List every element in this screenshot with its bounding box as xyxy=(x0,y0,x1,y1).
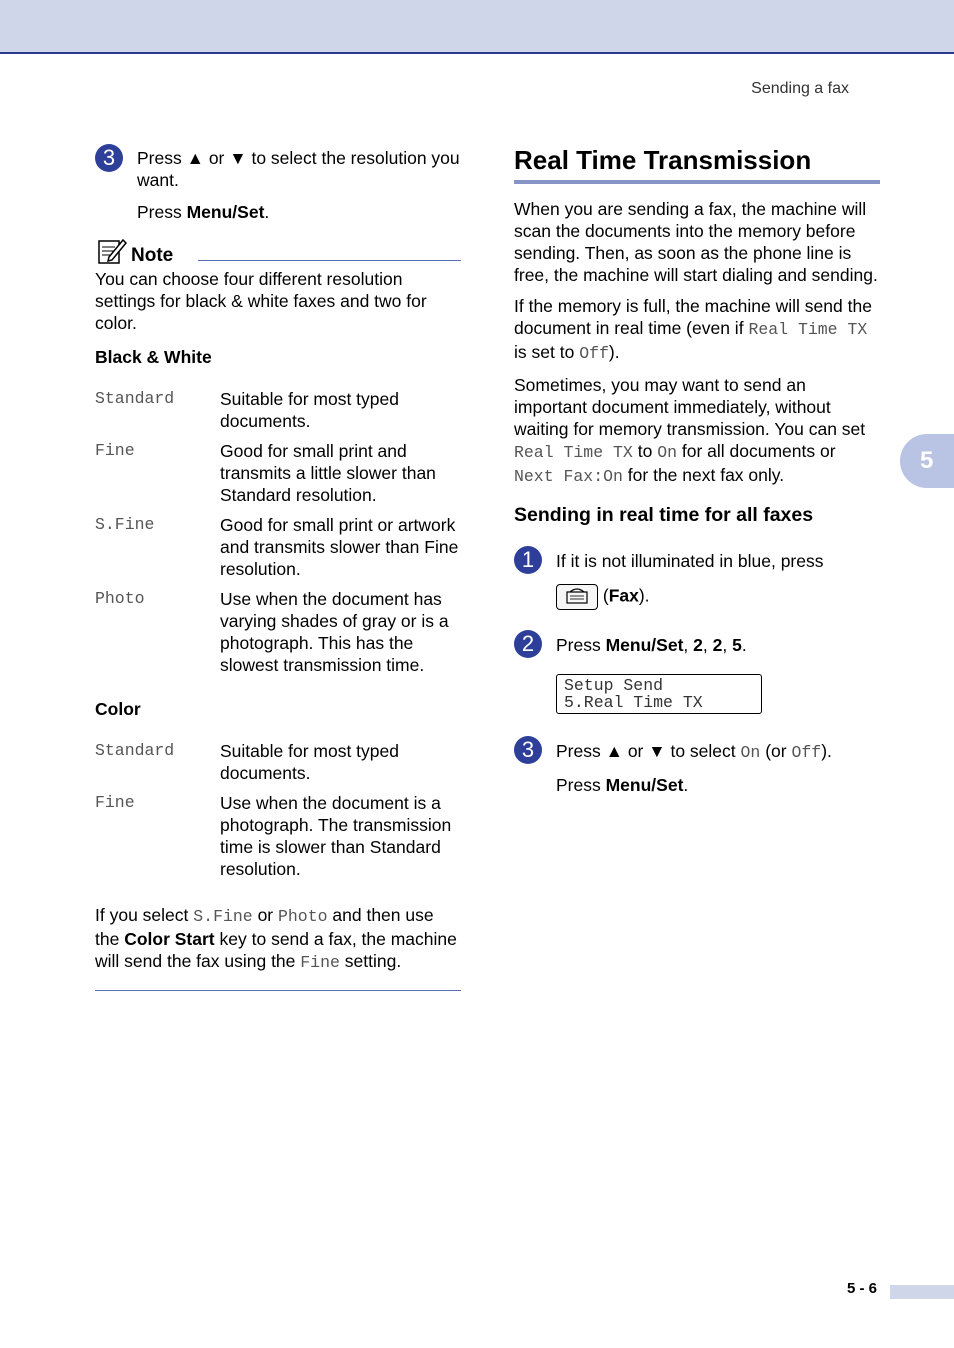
note-pencil-icon xyxy=(97,237,127,265)
step-number-2: 2 xyxy=(514,630,542,658)
down-arrow-icon: ▼ xyxy=(648,741,666,761)
lcd-display xyxy=(556,674,762,714)
step-3-press: Press Menu/Set. xyxy=(556,775,689,795)
step-2-text: Press Menu/Set, 2, 2, 5. xyxy=(556,635,747,655)
page-number: 5 - 6 xyxy=(847,1280,878,1297)
paragraph-1: When you are sending a fax, the machine will scan the documents into the memory before sending. Then, as soon as the phone line is free, the machine will start dialing and sending. xyxy=(514,199,878,285)
step-3-press: Press Menu/Set. xyxy=(137,202,270,222)
up-arrow-icon: ▲ xyxy=(605,741,623,761)
step-1-text: If it is not illuminated in blue, press xyxy=(556,551,824,571)
paragraph-3: Sometimes, you may want to send an important document immediately, without waiting for memory transmission. You can set Real Time TX to On for all documents or Next Fax:On for the next fax only. xyxy=(514,375,866,486)
table-row: Standard Suitable for most typed documents. xyxy=(95,389,399,431)
step-number-3: 3 xyxy=(514,736,542,764)
page-title: Real Time Transmission xyxy=(514,144,880,184)
lcd-line-1: Setup Send xyxy=(564,676,664,695)
table-row: Fine Good for small print and transmits a little slower than Standard resolution. xyxy=(95,441,436,505)
running-header: Sending a fax xyxy=(751,80,849,97)
footer-bar xyxy=(890,1285,954,1299)
table-row: S.Fine Good for small print or artwork and transmits slower than Fine resolution. xyxy=(95,515,459,579)
step-3-text: Press ▲ or ▼ to select the resolution you want. xyxy=(137,148,460,190)
table-row: Photo Use when the document has varying shades of gray or is a photograph. This has the slowest transmission time. xyxy=(95,589,449,675)
right-step-3 xyxy=(514,736,880,796)
color-resolution-table xyxy=(95,740,461,888)
fax-icon xyxy=(557,585,596,608)
fax-key-button[interactable] xyxy=(556,584,598,610)
step-number-3: 3 xyxy=(95,144,123,172)
note-label: Note xyxy=(131,245,174,266)
right-step-1 xyxy=(514,546,880,610)
left-step-3 xyxy=(95,144,461,223)
paragraph-2: If the memory is full, the machine will send the document in real time (even if Real Time TX is set to Off). xyxy=(514,296,872,363)
table-row: Fine Use when the document is a photograph. The transmission time is slower than Standard resolution. xyxy=(95,793,452,879)
note-end-divider xyxy=(95,990,461,991)
section-subheading: Sending in real time for all faxes xyxy=(514,504,814,526)
bw-heading: Black & White xyxy=(95,347,212,367)
note-tail: If you select S.Fine or Photo and then use the Color Start key to send a fax, the machine will send the fax using the Fine setting. xyxy=(95,905,457,972)
chapter-tab: 5 xyxy=(900,434,954,488)
step-3-select: Press ▲ or ▼ to select On (or Off). xyxy=(556,741,832,762)
up-arrow-icon: ▲ xyxy=(186,148,204,168)
left-column xyxy=(95,144,461,991)
top-banner xyxy=(0,0,954,54)
right-column xyxy=(514,144,880,796)
table-row: Standard Suitable for most typed documents. xyxy=(95,741,399,783)
note-divider xyxy=(198,260,461,261)
down-arrow-icon: ▼ xyxy=(229,148,247,168)
right-step-2 xyxy=(514,630,880,714)
step-1-key-line: (Fax). xyxy=(556,584,880,610)
color-heading: Color xyxy=(95,699,141,719)
lcd-line-2: 5.Real Time TX xyxy=(564,693,703,712)
note-intro: You can choose four different resolution settings for black & white faxes and two for color. xyxy=(95,269,427,333)
note-header xyxy=(95,237,461,271)
bw-resolution-table xyxy=(95,388,461,684)
step-number-1: 1 xyxy=(514,546,542,574)
